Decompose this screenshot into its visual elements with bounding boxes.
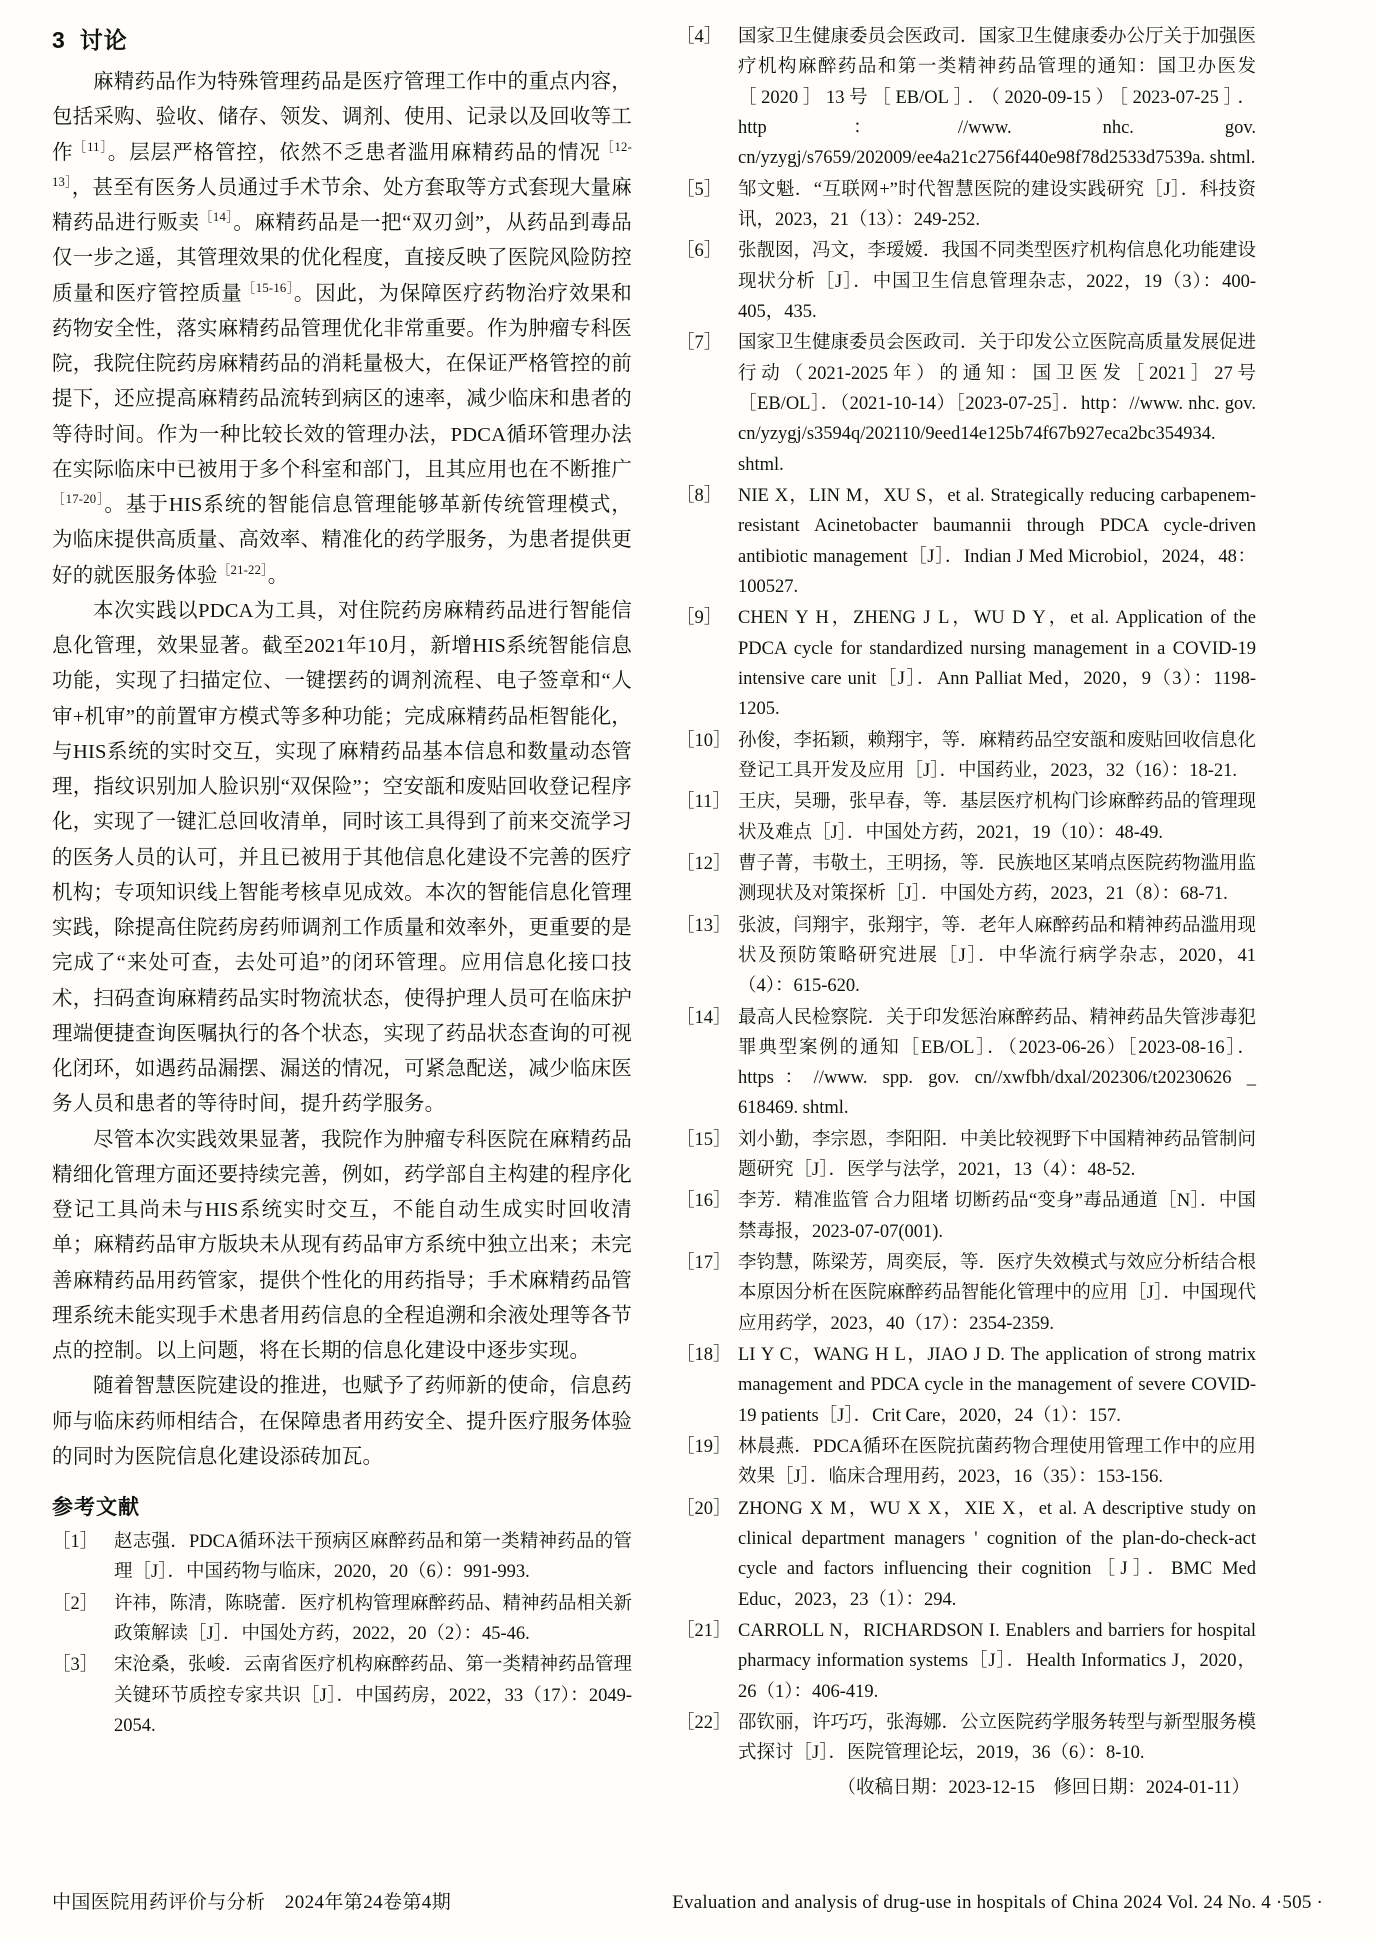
paragraph-2: 本次实践以PDCA为工具，对住院药房麻精药品进行智能信息化管理，效果显著。截至2021年10月，新增HIS系统智能信息功能，实现了扫描定位、一键摆药的调剂流程、电子签章和“人审+机审”的前置审方模式等多种功能；完成麻精药品柜智能化，与HIS系统的实时交互，实现了麻精药品基本信息和数量动态管理，指纹识别加人脸识别“双保险”；空安瓿和废贴回收登记程序化，实现了一键汇总回收清单，同时该工具得到了前来交流学习的医务人员的认可，并且已被用于其他信息化建设不完善的医疗机构；专项知识线上智能考核卓见成效。本次的智能信息化管理实践，除提高住院药房药师调剂工作质量和效率外，更重要的是完成了“来处可查，去处可追”的闭环管理。应用信息化接口技术，扫码查询麻精药品实时物流状态，使得护理人员可在临床护理端便捷查询医嘱执行的各个状态，实现了药品状态查询的可视化闭环，如遇药品漏摆、漏送的情况，可紧急配送，减少临床医务人员和患者的等待时间，提升药学服务。 (52, 599, 632, 1116)
two-column-layout (52, 22, 1323, 1832)
reference-number: ［8］ (676, 485, 723, 506)
reference-text: 赵志强．PDCA循环法干预病区麻醉药品和第一类精神药品的管理［J］．中国药物与临床，2020，20（6）：991-993. (114, 1532, 632, 1583)
reference-number: ［4］ (676, 27, 723, 47)
reference-text: 邹文魁．“互联网+”时代智慧医院的建设实践研究［J］．科技资讯，2023，21（13）：249-252. (738, 179, 1256, 230)
section-heading (52, 22, 632, 55)
reference-item (676, 1340, 1256, 1431)
reference-item (676, 1708, 1256, 1769)
reference-number: ［2］ (52, 1593, 99, 1614)
reference-text: 林晨燕．PDCA循环在医院抗菌药物合理使用管理工作中的应用效果［J］．临床合理用药，2023，16（35）：153-156. (738, 1437, 1256, 1488)
reference-number: ［12］ (676, 853, 732, 874)
page-footer (52, 1887, 1323, 1914)
reference-item (676, 1186, 1256, 1247)
reference-item (676, 849, 1256, 910)
reference-number: ［1］ (52, 1532, 99, 1552)
reference-number: ［20］ (676, 1498, 732, 1519)
reference-text: CHEN Y H，ZHENG J L，WU D Y，et al. Application of the PDCA cycle for standardized nursing management in a COVID-19 intensive care unit［J］．Ann Palliat Med，2020，9（3）：1198-1205. (738, 608, 1256, 720)
citation-11: ［11］ (73, 139, 108, 154)
reference-number: ［7］ (676, 333, 723, 354)
reference-text: 许祎，陈清，陈晓蕾．医疗机构管理麻醉药品、精神药品相关新政策解读［J］．中国处方药，2022，20（2）：45-46. (114, 1593, 633, 1644)
citation-12-13: ［12-13］ (52, 139, 633, 189)
reference-number: ［19］ (676, 1437, 732, 1458)
reference-text: 李钧慧，陈梁芳，周奕辰，等．医疗失效模式与效应分析结合根本原因分析在医院麻醉药品智能化管理中的应用［J］．中国现代应用药学，2023，40（17）：2354-2359. (738, 1253, 1257, 1334)
right-column (676, 22, 1256, 1832)
reference-item (676, 603, 1256, 724)
reference-item (676, 1248, 1256, 1339)
reference-number: ［10］ (676, 730, 732, 751)
reference-number: ［14］ (676, 1007, 732, 1028)
reference-text: 最高人民检察院．关于印发惩治麻醉药品、精神药品失管涉毒犯罪典型案例的通知［EB/OL］．（2023-06-26）［2023-08-16］．https：//www. spp. gov. cn//xwfbh/dxal/202306/t20230626 _ 618469. shtml. (738, 1007, 1257, 1119)
reference-item (676, 236, 1256, 327)
left-column (52, 22, 632, 1832)
reference-text: 邵钦丽，许巧巧，张海娜．公立医院药学服务转型与新型服务模式探讨［J］．医院管理论坛，2019，36（6）：8-10. (738, 1713, 1257, 1764)
reference-number: ［9］ (676, 608, 723, 629)
reference-text: ZHONG X M，WU X X，XIE X，et al. A descriptive study on clinical department managers ' cognition of the plan-do-check-act cycle and factors influencing their cognition［J］．BMC Med Educ，2023，23（1）：294. (738, 1498, 1256, 1610)
reference-item (676, 1432, 1256, 1493)
paragraph-1 (52, 65, 632, 594)
citation-15-16: ［15-16］ (242, 280, 294, 295)
reference-text: LI Y C，WANG H L，JIAO J D. The application of strong matrix management and PDCA cycle in the management of severe COVID-19 patients［J］．Crit Care，2020，24（1）：157. (738, 1345, 1256, 1426)
reference-text: 国家卫生健康委员会医政司．国家卫生健康委办公厅关于加强医疗机构麻醉药品和第一类精神药品管理的通知：国卫办医发［2020］13号［EB/OL］．（2020-09-15）［2023-07-25］．http：//www. nhc. gov. cn/yzygj/s7659/202009/ee4a21c2756f440e98f78d2533d7539a. shtml. (738, 27, 1257, 169)
reference-number: ［6］ (676, 241, 723, 262)
reference-text: 刘小勤，李宗恩，李阳阳．中美比较视野下中国精神药品管制问题研究［J］．医学与法学，2021，13（4）：48-52. (738, 1129, 1257, 1181)
received-date: （收稿日期：2023-12-15 修回日期：2024-01-11） (837, 1777, 1250, 1798)
footer-journal-en: Evaluation and analysis of drug-use in hospitals of China 2024 Vol. 24 No. 4 ·505 · (672, 1892, 1323, 1913)
reference-item (52, 1527, 632, 1588)
paragraph-4: 随着智慧医院建设的推进，也赋予了药师新的使命，信息药师与临床药师相结合，在保障患者用药安全、提升医疗服务体验的同时为医院信息化建设添砖加瓦。 (52, 1375, 632, 1468)
reference-text: CARROLL N，RICHARDSON I. Enablers and barriers for hospital pharmacy information systems［J］．Health Informatics J，2020，26（1）：406-419. (738, 1621, 1256, 1702)
reference-item (52, 1589, 632, 1650)
reference-text: 张波，闫翔宇，张翔宇，等．老年人麻醉药品和精神药品滥用现状及预防策略研究进展［J］．中华流行病学杂志，2020，41（4）：615-620. (738, 915, 1257, 997)
reference-text: 王庆，吴珊，张早春，等．基层医疗机构门诊麻醉药品的管理现状及难点［J］．中国处方药，2021，19（10）：48-49. (738, 792, 1257, 843)
reference-item (676, 175, 1256, 236)
reference-text: 国家卫生健康委员会医政司．关于印发公立医院高质量发展促进行动（2021-2025年）的通知：国卫医发［2021］27号［EB/OL］．（2021-10-14）［2023-07-25］．http：//www. nhc. gov. cn/yzygj/s3594q/202110/9eed14e125b74f67b927eca2bc354934. shtml. (738, 333, 1257, 475)
reference-text: 李芳．精准监管 合力阻堵 切断药品“变身”毒品通道［N］．中国禁毒报，2023-07-07(001). (738, 1191, 1256, 1242)
reference-text: 曹子菁，韦敬土，王明扬，等．民族地区某哨点医院药物滥用监测现状及对策探析［J］．中国处方药，2023，21（8）：68-71. (738, 853, 1257, 905)
reference-text: 孙俊，李拓颖，赖翔宇，等．麻精药品空安瓿和废贴回收信息化登记工具开发及应用［J］．中国药业，2023，32（16）：18-21. (738, 730, 1257, 781)
reference-item (676, 1494, 1256, 1615)
reference-item (676, 1125, 1256, 1186)
reference-item (676, 22, 1256, 174)
citation-21-22: ［21-22］ (217, 562, 268, 577)
citation-17-20: ［17-20］ (52, 492, 105, 507)
reference-text: NIE X，LIN M，XU S，et al. Strategically reducing carbapenem-resistant Acinetobacter baumannii through PDCA cycle-driven antibiotic management［J］．Indian J Med Microbiol，2024，48：100527. (738, 485, 1256, 597)
reference-item (676, 1003, 1256, 1124)
reference-number: ［3］ (52, 1655, 99, 1676)
reference-number: ［21］ (676, 1621, 732, 1642)
reference-item (676, 726, 1256, 787)
section-title: 讨论 (79, 27, 128, 53)
reference-number: ［16］ (676, 1191, 732, 1212)
reference-item (52, 1650, 632, 1741)
paragraph-1-text: 麻精药品作为特殊管理药品是医疗管理工作中的重点内容，包括采购、验收、储存、领发、调剂、使用、记录以及回收等工作$^{[11]}$。层层严格管控，依然不乏患者滥用麻精药品的情况$^{[12-13]}$，甚至有医务人员通过手术节余、处方套取等方式套现大量麻精药品进行贩卖$^{[14]}$。麻精药品是一把“双刃剑”，从药品到毒品仅一步之遥，其管理效果的优化程度，直接反映了医院风险防控质量和医疗管控质量$^{[15-16]}$。因此，为保障医疗药物治疗效果和药物安全性，落实麻精药品管理优化非常重要。作为肿瘤专科医院，我院住院药房麻精药品的消耗量极大，在保证严格管控的前提下，还应提高麻精药品流转到病区的速率，减少临床和患者的等待时间。作为一种比较长效的管理办法，PDCA循环管理办法在实际临床中已被用于多个科室和部门，且其应用也在不断推广$^{[17-20]}$。基于HIS系统的智能信息管理能够革新传统管理模式，为临床提供高质量、高效率、精准化的药学服务，为患者提供更好的就医服务体验$^{[21-22]}$。 (52, 71, 633, 587)
section-number: 3 (52, 27, 66, 53)
reference-number: ［15］ (676, 1129, 732, 1150)
reference-item (676, 328, 1256, 480)
reference-number: ［17］ (676, 1253, 732, 1274)
citation-14: ［14］ (199, 210, 234, 225)
references-list-right (676, 22, 1256, 1769)
paragraph-3: 尽管本次实践效果显著，我院作为肿瘤专科医院在麻精药品精细化管理方面还要持续完善，例如，药学部自主构建的程序化登记工具尚未与HIS系统实时交互，不能自动生成实时回收清单；麻精药品审方版块未从现有药品审方系统中独立出来；未完善麻精药品用药管家，提供个性化的用药指导；手术麻精药品管理系统未能实现手术患者用药信息的全程追溯和余液处理等各节点的控制。以上问题，将在长期的信息化建设中逐步实现。 (52, 1128, 632, 1362)
reference-text: 张靓囡，冯文，李瑷嫒．我国不同类型医疗机构信息化功能建设现状分析［J］．中国卫生信息管理杂志，2022，19（3）：400-405，435. (738, 241, 1257, 322)
reference-number: ［5］ (676, 179, 723, 200)
reference-item (676, 911, 1256, 1002)
reference-text: 宋沧桑，张峻．云南省医疗机构麻醉药品、第一类精神药品管理关键环节质控专家共识［J］．中国药房，2022，33（17）：2049-2054. (114, 1655, 633, 1736)
reference-item (676, 1616, 1256, 1707)
footer-journal-cn: 中国医院用药评价与分析 2024年第24卷第4期 (52, 1892, 452, 1913)
reference-item (676, 481, 1256, 602)
reference-number: ［18］ (676, 1345, 732, 1366)
reference-number: ［13］ (676, 915, 732, 936)
references-list-left (52, 1527, 632, 1741)
reference-number: ［11］ (676, 792, 731, 813)
reference-item (676, 787, 1256, 848)
references-heading: 参考文献 (52, 1496, 140, 1519)
reference-number: ［22］ (676, 1713, 732, 1734)
